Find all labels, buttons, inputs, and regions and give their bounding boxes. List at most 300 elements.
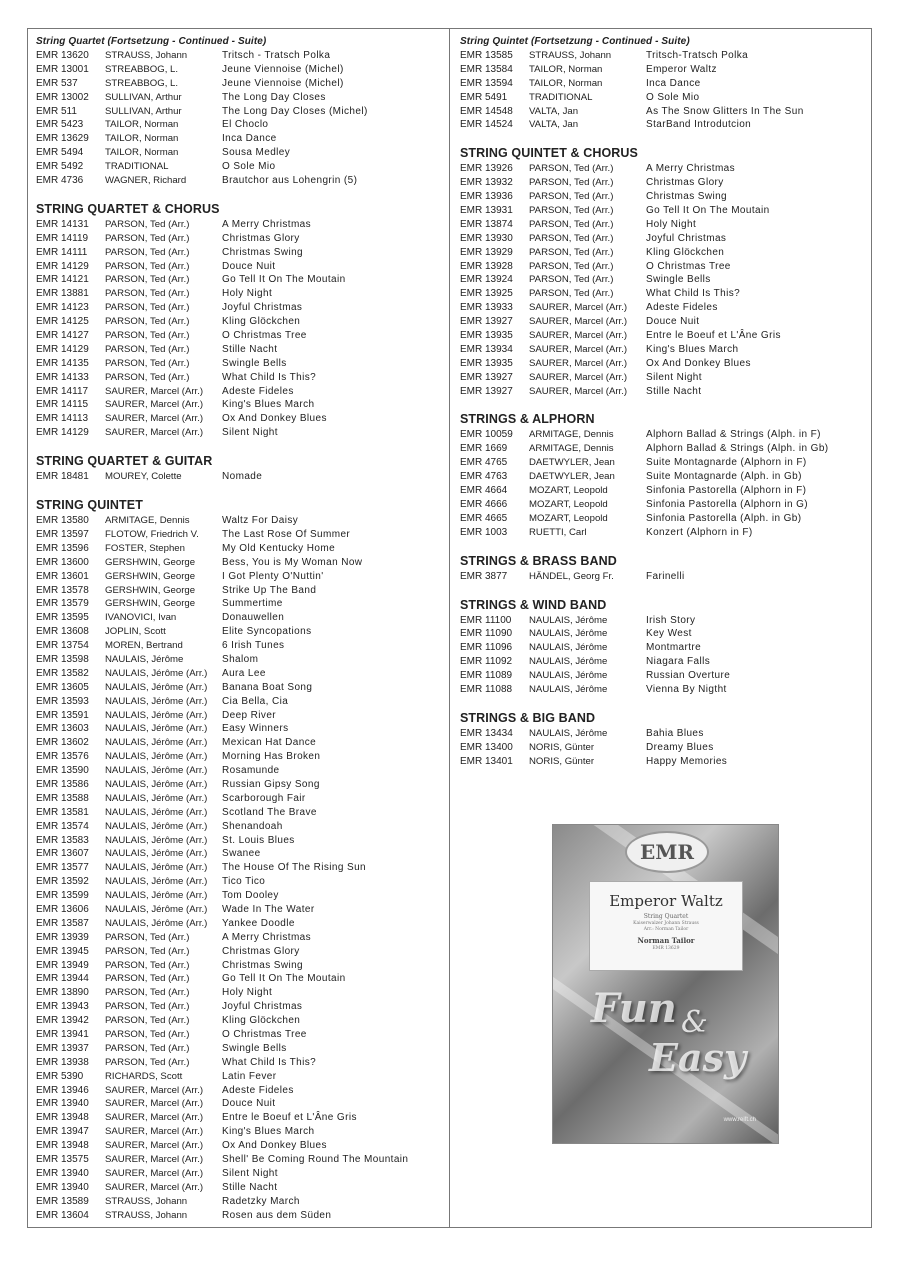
catalog-number: EMR 14119 bbox=[36, 232, 89, 244]
catalog-number: EMR 13937 bbox=[36, 1042, 89, 1054]
section-title: STRINGS & BIG BAND bbox=[460, 710, 596, 725]
composer-name: PARSON, Ted (Arr.) bbox=[105, 246, 190, 258]
work-title: Christmas Swing bbox=[646, 191, 728, 203]
catalog-number: EMR 13401 bbox=[460, 755, 513, 767]
catalog-number: EMR 14125 bbox=[36, 316, 89, 328]
catalog-number: EMR 13585 bbox=[460, 50, 513, 61]
catalog-number: EMR 13941 bbox=[36, 1029, 89, 1040]
composer-name: PARSON, Ted (Arr.) bbox=[529, 232, 614, 244]
catalog-row bbox=[36, 1167, 444, 1181]
composer-name: SAURER, Marcel (Arr.) bbox=[105, 1181, 204, 1193]
work-title: Nomade bbox=[222, 471, 263, 483]
work-title: Key West bbox=[646, 628, 692, 640]
catalog-row bbox=[460, 273, 865, 287]
catalog-row bbox=[36, 1000, 444, 1014]
composer-name: VALTA, Jan bbox=[529, 105, 579, 117]
catalog-row bbox=[460, 641, 865, 655]
section-title: STRING QUARTET & GUITAR bbox=[36, 454, 213, 469]
work-title: Cia Bella, Cia bbox=[222, 695, 289, 707]
catalog-number: EMR 537 bbox=[36, 77, 78, 89]
catalog-row bbox=[36, 903, 444, 917]
composer-name: TAILOR, Norman bbox=[529, 77, 603, 89]
work-title: Douce Nuit bbox=[646, 316, 700, 328]
composer-name: NAULAIS, Jérôme (Arr.) bbox=[105, 834, 208, 846]
catalog-row bbox=[460, 484, 865, 498]
catalog-row bbox=[36, 132, 444, 146]
catalog-row bbox=[460, 287, 865, 301]
catalog-row bbox=[36, 889, 444, 903]
work-title: Douce Nuit bbox=[222, 260, 276, 272]
composer-name: NAULAIS, Jérôme (Arr.) bbox=[105, 820, 208, 832]
catalog-number: EMR 13400 bbox=[460, 741, 513, 753]
catalog-row bbox=[36, 875, 444, 889]
catalog-number: EMR 13603 bbox=[36, 723, 89, 735]
catalog-row bbox=[460, 385, 865, 399]
left-column bbox=[36, 35, 444, 1235]
composer-name: NORIS, Günter bbox=[529, 741, 595, 753]
catalog-row bbox=[36, 160, 444, 174]
work-title: St. Louis Blues bbox=[222, 834, 295, 846]
catalog-row bbox=[36, 246, 444, 260]
catalog-row bbox=[36, 653, 444, 667]
composer-name: ARMITAGE, Dennis bbox=[529, 443, 614, 455]
work-title: Elite Syncopations bbox=[222, 626, 312, 638]
catalog-number: EMR 5491 bbox=[460, 91, 508, 103]
catalog-number: EMR 13597 bbox=[36, 528, 89, 540]
work-title: I Got Plenty O'Nuttin' bbox=[222, 570, 324, 582]
catalog-number: EMR 13577 bbox=[36, 862, 89, 874]
composer-name: PARSON, Ted (Arr.) bbox=[529, 288, 614, 300]
work-title: Donauwellen bbox=[222, 612, 285, 624]
catalog-number: EMR 13935 bbox=[460, 357, 513, 369]
work-title: Douce Nuit bbox=[222, 1098, 276, 1110]
composer-name: SAURER, Marcel (Arr.) bbox=[529, 371, 628, 383]
work-title: Morning Has Broken bbox=[222, 751, 321, 763]
work-title: Tico Tico bbox=[222, 876, 266, 888]
right-column bbox=[460, 35, 865, 782]
cover-url: www.reift.ch bbox=[723, 1117, 756, 1123]
catalog-row bbox=[460, 683, 865, 697]
composer-name: PARSON, Ted (Arr.) bbox=[105, 1001, 190, 1013]
catalog-row bbox=[36, 1153, 444, 1167]
composer-name: PARSON, Ted (Arr.) bbox=[529, 274, 614, 286]
catalog-number: EMR 11092 bbox=[460, 656, 513, 668]
catalog-number: EMR 13927 bbox=[460, 371, 513, 383]
catalog-number: EMR 13607 bbox=[36, 848, 89, 860]
catalog-number: EMR 14111 bbox=[36, 246, 88, 258]
work-title: Inca Dance bbox=[646, 77, 701, 89]
work-title: O Christmas Tree bbox=[646, 260, 731, 272]
catalog-number: EMR 13586 bbox=[36, 778, 89, 790]
catalog-section bbox=[460, 411, 865, 539]
work-title: Suite Montagnarde (Alph. in Gb) bbox=[646, 471, 802, 483]
catalog-row bbox=[36, 1209, 444, 1223]
composer-name: SAURER, Marcel (Arr.) bbox=[105, 399, 204, 411]
catalog-number: EMR 13931 bbox=[460, 205, 513, 217]
catalog-number: EMR 13939 bbox=[36, 931, 89, 943]
catalog-number: EMR 13938 bbox=[36, 1056, 89, 1068]
composer-name: SAURER, Marcel (Arr.) bbox=[105, 1098, 204, 1110]
composer-name: FOSTER, Stephen bbox=[105, 542, 185, 554]
work-title: Holy Night bbox=[646, 218, 697, 230]
cover-fine-print: Kaiserwalzer Johann Strauss bbox=[633, 921, 699, 926]
catalog-number: EMR 14123 bbox=[36, 302, 89, 314]
work-title: Montmartre bbox=[646, 642, 702, 654]
composer-name: GERSHWIN, George bbox=[105, 556, 196, 568]
composer-name: PARSON, Ted (Arr.) bbox=[105, 959, 190, 971]
work-title: Ox And Donkey Blues bbox=[222, 413, 327, 425]
work-title: Holy Night bbox=[222, 288, 273, 300]
catalog-section bbox=[36, 35, 444, 188]
catalog-row bbox=[36, 398, 444, 412]
catalog-row bbox=[460, 627, 865, 641]
catalog-section bbox=[460, 35, 865, 132]
catalog-section bbox=[36, 453, 444, 484]
work-title: Brautchor aus Lohengrin (5) bbox=[222, 175, 358, 187]
composer-name: NAULAIS, Jérôme (Arr.) bbox=[105, 737, 208, 749]
catalog-number: EMR 13949 bbox=[36, 959, 89, 971]
catalog-row bbox=[460, 105, 865, 119]
composer-name: RUETTI, Carl bbox=[529, 526, 587, 538]
catalog-row bbox=[36, 861, 444, 875]
composer-name: NAULAIS, Jérôme bbox=[529, 642, 608, 654]
work-title: Joyful Christmas bbox=[222, 1001, 303, 1013]
catalog-row bbox=[36, 1042, 444, 1056]
catalog-row bbox=[460, 260, 865, 274]
catalog-row bbox=[36, 1139, 444, 1153]
cover-fun-text: Fun bbox=[591, 985, 677, 1032]
catalog-number: EMR 14115 bbox=[36, 399, 89, 411]
catalog-row bbox=[460, 232, 865, 246]
work-title: StarBand Introdutcion bbox=[646, 119, 752, 131]
composer-name: PARSON, Ted (Arr.) bbox=[105, 316, 190, 328]
work-title: Yankee Doodle bbox=[222, 917, 295, 929]
catalog-number: EMR 13874 bbox=[460, 218, 513, 230]
work-title: Dreamy Blues bbox=[646, 741, 714, 753]
work-title: Adeste Fideles bbox=[222, 385, 294, 397]
composer-name: NORIS, Günter bbox=[529, 755, 595, 767]
catalog-row bbox=[36, 1111, 444, 1125]
catalog-number: EMR 11096 bbox=[460, 642, 513, 654]
catalog-row bbox=[36, 174, 444, 188]
work-title: Go Tell It On The Moutain bbox=[222, 274, 346, 286]
catalog-number: EMR 13940 bbox=[36, 1181, 89, 1193]
catalog-row bbox=[460, 371, 865, 385]
composer-name: NAULAIS, Jérôme (Arr.) bbox=[105, 681, 208, 693]
work-title: Christmas Glory bbox=[222, 232, 300, 244]
work-title: Easy Winners bbox=[222, 723, 289, 735]
catalog-row bbox=[36, 343, 444, 357]
work-title: Adeste Fideles bbox=[222, 1084, 294, 1096]
catalog-number: EMR 14135 bbox=[36, 357, 89, 369]
catalog-number: EMR 13881 bbox=[36, 288, 89, 300]
work-title: Christmas Swing bbox=[222, 959, 304, 971]
work-title: Alphorn Ballad & Strings (Alph. in F) bbox=[646, 429, 821, 441]
work-title: What Child Is This? bbox=[222, 1056, 317, 1068]
composer-name: NAULAIS, Jérôme (Arr.) bbox=[105, 917, 208, 929]
catalog-number: EMR 13947 bbox=[36, 1126, 89, 1138]
composer-name: NAULAIS, Jérôme (Arr.) bbox=[105, 890, 208, 902]
composer-name: TAILOR, Norman bbox=[105, 119, 179, 131]
catalog-number: EMR 14133 bbox=[36, 371, 89, 383]
emr-logo: EMR bbox=[625, 831, 709, 873]
catalog-number: EMR 5494 bbox=[36, 147, 84, 159]
cover-label bbox=[589, 881, 743, 971]
catalog-row bbox=[36, 260, 444, 274]
composer-name: GERSHWIN, George bbox=[105, 570, 196, 582]
catalog-row bbox=[460, 755, 865, 769]
composer-name: SAURER, Marcel (Arr.) bbox=[529, 357, 628, 369]
work-title: The Long Day Closes (Michel) bbox=[222, 105, 368, 117]
catalog-number: EMR 13581 bbox=[36, 806, 89, 818]
work-title: Stille Nacht bbox=[222, 343, 278, 355]
catalog-row bbox=[36, 722, 444, 736]
catalog-section bbox=[460, 597, 865, 697]
catalog-row bbox=[36, 315, 444, 329]
composer-name: SAURER, Marcel (Arr.) bbox=[529, 330, 628, 342]
composer-name: NAULAIS, Jérôme (Arr.) bbox=[105, 765, 208, 777]
catalog-row bbox=[460, 442, 865, 456]
composer-name: VALTA, Jan bbox=[529, 119, 579, 131]
catalog-row bbox=[36, 470, 444, 484]
catalog-number: EMR 13948 bbox=[36, 1140, 89, 1152]
catalog-row bbox=[36, 806, 444, 820]
work-title: Tritsch - Tratsch Polka bbox=[222, 50, 331, 61]
catalog-number: EMR 13600 bbox=[36, 556, 89, 568]
work-title: Swingle Bells bbox=[646, 274, 711, 286]
work-title: Christmas Swing bbox=[222, 246, 304, 258]
catalog-number: EMR 11100 bbox=[460, 614, 512, 626]
work-title: Banana Boat Song bbox=[222, 681, 313, 693]
composer-name: PARSON, Ted (Arr.) bbox=[105, 945, 190, 957]
work-title: Niagara Falls bbox=[646, 656, 711, 668]
catalog-number: EMR 13946 bbox=[36, 1084, 89, 1096]
catalog-number: EMR 13583 bbox=[36, 834, 89, 846]
catalog-number: EMR 10059 bbox=[460, 429, 513, 441]
column-divider bbox=[449, 28, 450, 1228]
composer-name: PARSON, Ted (Arr.) bbox=[105, 260, 190, 272]
catalog-number: EMR 11090 bbox=[460, 628, 513, 640]
catalog-row bbox=[460, 218, 865, 232]
work-title: O Christmas Tree bbox=[222, 1029, 307, 1040]
work-title: Sinfonia Pastorella (Alph. in Gb) bbox=[646, 512, 802, 524]
catalog-row bbox=[36, 597, 444, 611]
catalog-number: EMR 13940 bbox=[36, 1098, 89, 1110]
composer-name: ARMITAGE, Dennis bbox=[529, 429, 614, 441]
work-title: Silent Night bbox=[646, 371, 702, 383]
work-title: Waltz For Daisy bbox=[222, 515, 299, 527]
catalog-number: EMR 13933 bbox=[460, 302, 513, 314]
work-title: Christmas Glory bbox=[222, 945, 300, 957]
catalog-number: EMR 13599 bbox=[36, 890, 89, 902]
catalog-number: EMR 13620 bbox=[36, 50, 89, 61]
catalog-row bbox=[36, 1181, 444, 1195]
catalog-number: EMR 13592 bbox=[36, 876, 89, 888]
composer-name: SULLIVAN, Arthur bbox=[105, 91, 182, 103]
catalog-section bbox=[460, 145, 865, 398]
composer-name: NAULAIS, Jérôme (Arr.) bbox=[105, 848, 208, 860]
catalog-number: EMR 5492 bbox=[36, 161, 84, 173]
catalog-row bbox=[460, 570, 865, 584]
catalog-row bbox=[460, 357, 865, 371]
work-title: Tritsch-Tratsch Polka bbox=[646, 50, 749, 61]
work-title: Swanee bbox=[222, 848, 261, 860]
work-title: My Old Kentucky Home bbox=[222, 542, 336, 554]
catalog-row bbox=[36, 1084, 444, 1098]
composer-name: SULLIVAN, Arthur bbox=[105, 105, 182, 117]
composer-name: FLOTOW, Friedrich V. bbox=[105, 528, 199, 540]
composer-name: PARSON, Ted (Arr.) bbox=[105, 232, 190, 244]
catalog-number: EMR 13587 bbox=[36, 917, 89, 929]
work-title: Alphorn Ballad & Strings (Alph. in Gb) bbox=[646, 443, 829, 455]
work-title: What Child Is This? bbox=[222, 371, 317, 383]
catalog-number: EMR 13590 bbox=[36, 765, 89, 777]
catalog-number: EMR 13936 bbox=[460, 191, 513, 203]
composer-name: NAULAIS, Jérôme (Arr.) bbox=[105, 695, 208, 707]
catalog-number: EMR 13944 bbox=[36, 973, 89, 985]
catalog-row bbox=[36, 146, 444, 160]
composer-name: SAURER, Marcel (Arr.) bbox=[105, 1140, 204, 1152]
catalog-row bbox=[460, 428, 865, 442]
section-title: STRING QUARTET & CHORUS bbox=[36, 201, 220, 216]
catalog-number: EMR 13589 bbox=[36, 1195, 89, 1207]
catalog-number: EMR 13598 bbox=[36, 653, 89, 665]
composer-name: MOUREY, Colette bbox=[105, 471, 182, 483]
composer-name: PARSON, Ted (Arr.) bbox=[105, 357, 190, 369]
catalog-number: EMR 13929 bbox=[460, 246, 513, 258]
cover-author: Norman Tailor bbox=[637, 936, 695, 945]
composer-name: SAURER, Marcel (Arr.) bbox=[105, 1126, 204, 1138]
catalog-number: EMR 14127 bbox=[36, 330, 89, 342]
catalog-row bbox=[36, 959, 444, 973]
catalog-row bbox=[36, 1028, 444, 1042]
work-title: Deep River bbox=[222, 709, 277, 721]
catalog-row bbox=[36, 542, 444, 556]
work-title: The House Of The Rising Sun bbox=[222, 862, 367, 874]
catalog-row bbox=[36, 1195, 444, 1209]
catalog-number: EMR 13574 bbox=[36, 820, 89, 832]
catalog-number: EMR 13580 bbox=[36, 515, 89, 527]
composer-name: MOREN, Bertrand bbox=[105, 640, 183, 652]
catalog-number: EMR 13935 bbox=[460, 330, 513, 342]
work-title: Ox And Donkey Blues bbox=[646, 357, 751, 369]
catalog-row bbox=[36, 412, 444, 426]
work-title: Konzert (Alphorn in F) bbox=[646, 526, 753, 538]
catalog-row bbox=[460, 669, 865, 683]
catalog-row bbox=[36, 385, 444, 399]
catalog-number: EMR 14131 bbox=[36, 218, 89, 230]
composer-name: TAILOR, Norman bbox=[105, 133, 179, 145]
catalog-row bbox=[460, 301, 865, 315]
catalog-number: EMR 13945 bbox=[36, 945, 89, 957]
catalog-row bbox=[460, 118, 865, 132]
catalog-number: EMR 13001 bbox=[36, 63, 89, 75]
cover-subtitle: String Quartet bbox=[643, 913, 689, 920]
catalog-row bbox=[36, 1125, 444, 1139]
work-title: The Last Rose Of Summer bbox=[222, 528, 351, 540]
catalog-row bbox=[36, 329, 444, 343]
composer-name: SAURER, Marcel (Arr.) bbox=[529, 343, 628, 355]
catalog-row bbox=[36, 301, 444, 315]
composer-name: NAULAIS, Jérôme bbox=[529, 683, 608, 695]
catalog-number: EMR 13596 bbox=[36, 542, 89, 554]
work-title: Stille Nacht bbox=[222, 1181, 278, 1193]
work-title: Entre le Boeuf et L'Âne Gris bbox=[646, 330, 781, 342]
composer-name: IVANOVICI, Ivan bbox=[105, 612, 177, 624]
work-title: Russian Gipsy Song bbox=[222, 778, 320, 790]
catalog-row bbox=[36, 357, 444, 371]
catalog-row bbox=[36, 273, 444, 287]
work-title: El Choclo bbox=[222, 119, 269, 131]
composer-name: PARSON, Ted (Arr.) bbox=[105, 987, 190, 999]
catalog-row bbox=[36, 63, 444, 77]
catalog-row bbox=[460, 614, 865, 628]
catalog-row bbox=[460, 655, 865, 669]
composer-name: PARSON, Ted (Arr.) bbox=[105, 288, 190, 300]
composer-name: PARSON, Ted (Arr.) bbox=[105, 343, 190, 355]
catalog-number: EMR 3877 bbox=[460, 570, 508, 582]
composer-name: MOZART, Leopold bbox=[529, 498, 608, 510]
work-title: Sousa Medley bbox=[222, 147, 291, 159]
composer-name: PARSON, Ted (Arr.) bbox=[105, 330, 190, 342]
catalog-row bbox=[460, 498, 865, 512]
composer-name: SAURER, Marcel (Arr.) bbox=[105, 1112, 204, 1124]
catalog-row bbox=[36, 584, 444, 598]
composer-name: PARSON, Ted (Arr.) bbox=[105, 1015, 190, 1027]
catalog-number: EMR 13576 bbox=[36, 751, 89, 763]
work-title: Inca Dance bbox=[222, 133, 277, 145]
catalog-row bbox=[36, 681, 444, 695]
work-title: Scarborough Fair bbox=[222, 792, 306, 804]
work-title: Sinfonia Pastorella (Alphorn in G) bbox=[646, 498, 809, 510]
composer-name: PARSON, Ted (Arr.) bbox=[529, 191, 614, 203]
catalog-number: EMR 13575 bbox=[36, 1154, 89, 1166]
composer-name: MOZART, Leopold bbox=[529, 512, 608, 524]
work-title: A Merry Christmas bbox=[222, 218, 312, 230]
work-title: Aura Lee bbox=[222, 667, 266, 679]
catalog-number: EMR 13629 bbox=[36, 133, 89, 145]
catalog-number: EMR 13591 bbox=[36, 709, 89, 721]
catalog-number: EMR 13594 bbox=[460, 77, 513, 89]
catalog-row bbox=[460, 63, 865, 77]
catalog-row bbox=[460, 741, 865, 755]
composer-name: SAURER, Marcel (Arr.) bbox=[105, 1154, 204, 1166]
catalog-number: EMR 13602 bbox=[36, 737, 89, 749]
work-title: Strike Up The Band bbox=[222, 584, 317, 596]
work-title: Mexican Hat Dance bbox=[222, 737, 317, 749]
catalog-number: EMR 14129 bbox=[36, 343, 89, 355]
work-title: Entre le Boeuf et L'Âne Gris bbox=[222, 1112, 357, 1124]
work-title: Go Tell It On The Moutain bbox=[222, 973, 346, 985]
work-title: Kling Glöckchen bbox=[646, 246, 725, 258]
composer-name: GERSHWIN, George bbox=[105, 584, 196, 596]
work-title: Shalom bbox=[222, 653, 259, 665]
catalog-number: EMR 14129 bbox=[36, 427, 89, 439]
work-title: Swingle Bells bbox=[222, 357, 287, 369]
catalog-number: EMR 13608 bbox=[36, 626, 89, 638]
composer-name: STREABBOG, L. bbox=[105, 77, 179, 89]
composer-name: NAULAIS, Jérôme (Arr.) bbox=[105, 778, 208, 790]
composer-name: PARSON, Ted (Arr.) bbox=[105, 302, 190, 314]
composer-name: PARSON, Ted (Arr.) bbox=[105, 973, 190, 985]
work-title: Emperor Waltz bbox=[646, 63, 717, 75]
work-title: Stille Nacht bbox=[646, 385, 702, 397]
catalog-row bbox=[36, 639, 444, 653]
composer-name: RICHARDS, Scott bbox=[105, 1070, 183, 1082]
catalog-number: EMR 14121 bbox=[36, 274, 89, 286]
catalog-row bbox=[460, 49, 865, 63]
section-title: String Quartet (Fortsetzung - Continued - Suite) bbox=[36, 36, 267, 47]
